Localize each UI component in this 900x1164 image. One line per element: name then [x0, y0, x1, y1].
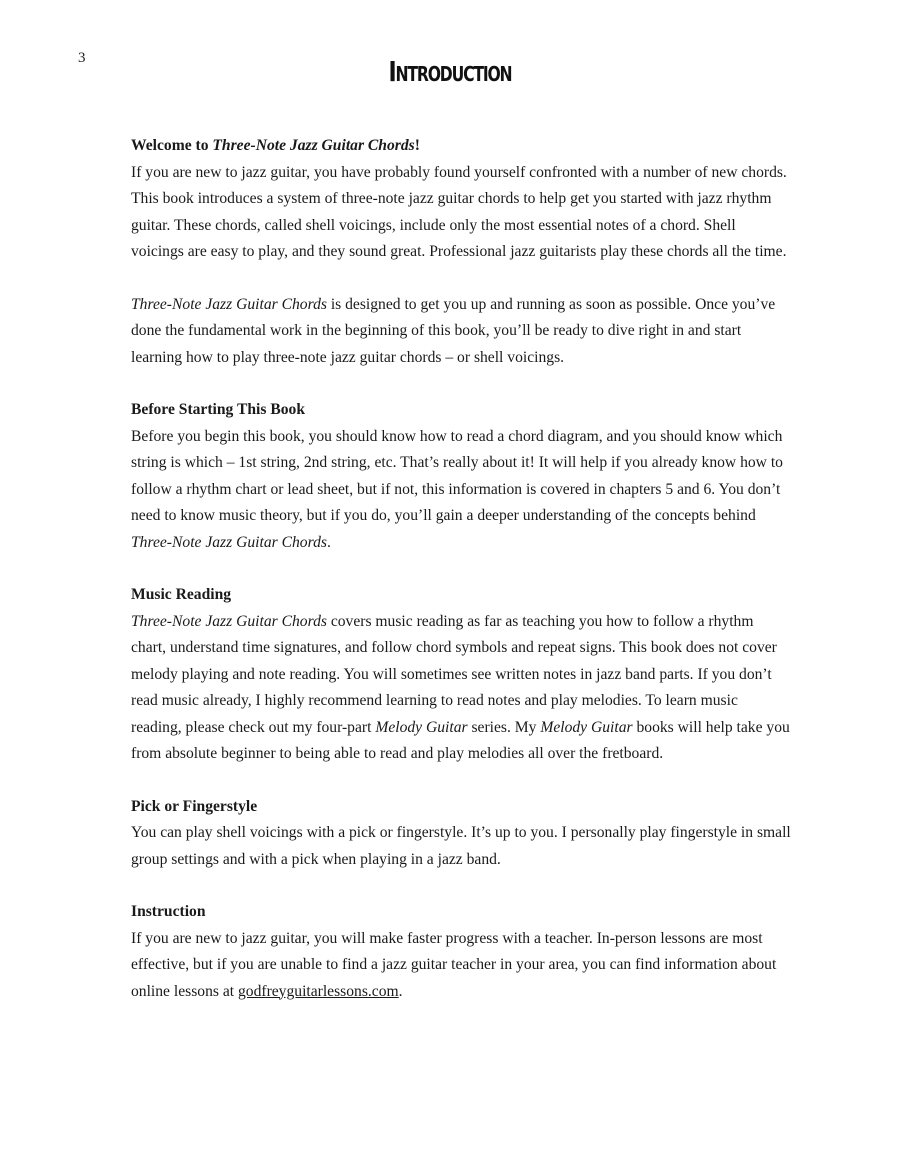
paragraph	[131, 292, 791, 372]
section-pick-or-fingerstyle	[131, 794, 791, 874]
lessons-link[interactable]: godfreyguitarlessons.com	[237, 982, 399, 1000]
series-title: Melody Guitar	[540, 718, 633, 736]
section-music-reading	[131, 582, 791, 768]
section-welcome	[131, 133, 791, 371]
section-heading-pick-or-fingerstyle: Pick or Fingerstyle	[131, 797, 258, 815]
paragraph	[131, 926, 791, 1006]
document-body	[131, 133, 791, 1005]
section-before-starting	[131, 397, 791, 556]
heading-suffix: !	[414, 137, 420, 154]
book-title: Three-Note Jazz Guitar Chords	[131, 295, 327, 313]
paragraph: You can play shell voicings with a pick or fingerstyle. It’s up to you. I personally play fingerstyle in small group settings and with a pick when playing in a jazz band.	[131, 824, 791, 868]
book-title: Three-Note Jazz Guitar Chords	[212, 137, 415, 154]
heading-prefix: Welcome to	[131, 137, 213, 154]
book-title: Three-Note Jazz Guitar Chords	[131, 612, 327, 630]
paragraph-text: books will help take you from absolute beginner to being able to read and play melodies all over the fretboard.	[131, 718, 790, 762]
page-number: 3	[78, 50, 86, 66]
paragraph-text: covers music reading as far as teaching you how to follow a rhythm chart, understand time signatures, and follow chord symbols and repeat signs. This book does not cover melody playing and note reading. You will sometimes see written notes in jazz band parts. If you don’t read music already, I highly recommend learning to read notes and play melodies. To learn music reading, please check out my four-part	[131, 612, 777, 736]
book-title: Three-Note Jazz Guitar Chords	[131, 533, 327, 551]
paragraph-text: series. My	[467, 718, 541, 736]
series-title: Melody Guitar	[375, 718, 468, 736]
section-heading-music-reading: Music Reading	[131, 586, 232, 603]
section-heading-instruction: Instruction	[131, 903, 206, 920]
paragraph	[131, 424, 791, 557]
section-instruction	[131, 899, 791, 1005]
paragraph-text: is designed to get you up and running as soon as possible. Once you’ve done the fundamental work in the beginning of this book, you’ll be ready to dive right in and start learning how to play three-note jazz guitar chords – or shell voicings.	[131, 295, 776, 366]
paragraph: If you are new to jazz guitar, you have probably found yourself confronted with a number of new chords. This book introduces a system of three-note jazz guitar chords to help get you started with jazz rhythm guitar. These chords, called shell voicings, include only the most essential notes of a chord. Shell voicings are easy to play, and they sound great. Professional jazz guitarists play these chords all the time.	[131, 163, 787, 260]
paragraph-text: Before you begin this book, you should know how to read a chord diagram, and you should know which string is which – 1st string, 2nd string, etc. That’s really about it! It will help if you already know how to follow a rhythm chart or lead sheet, but if not, this information is covered in chapters 5 and 6. You don’t need to know music theory, but if you do, you’ll gain a deeper understanding of the concepts behind	[131, 427, 783, 524]
page-title: Introduction	[388, 55, 512, 88]
section-heading-welcome	[131, 133, 791, 160]
paragraph	[131, 609, 791, 768]
section-heading-before-starting: Before Starting This Book	[131, 401, 306, 418]
paragraph-end: .	[326, 533, 331, 551]
paragraph-end: .	[398, 982, 403, 1000]
paragraph-text: If you are new to jazz guitar, you will make faster progress with a teacher. In-person lessons are most effective, but if you are unable to find a jazz guitar teacher in your area, you can find information about online lessons at	[131, 929, 777, 1000]
